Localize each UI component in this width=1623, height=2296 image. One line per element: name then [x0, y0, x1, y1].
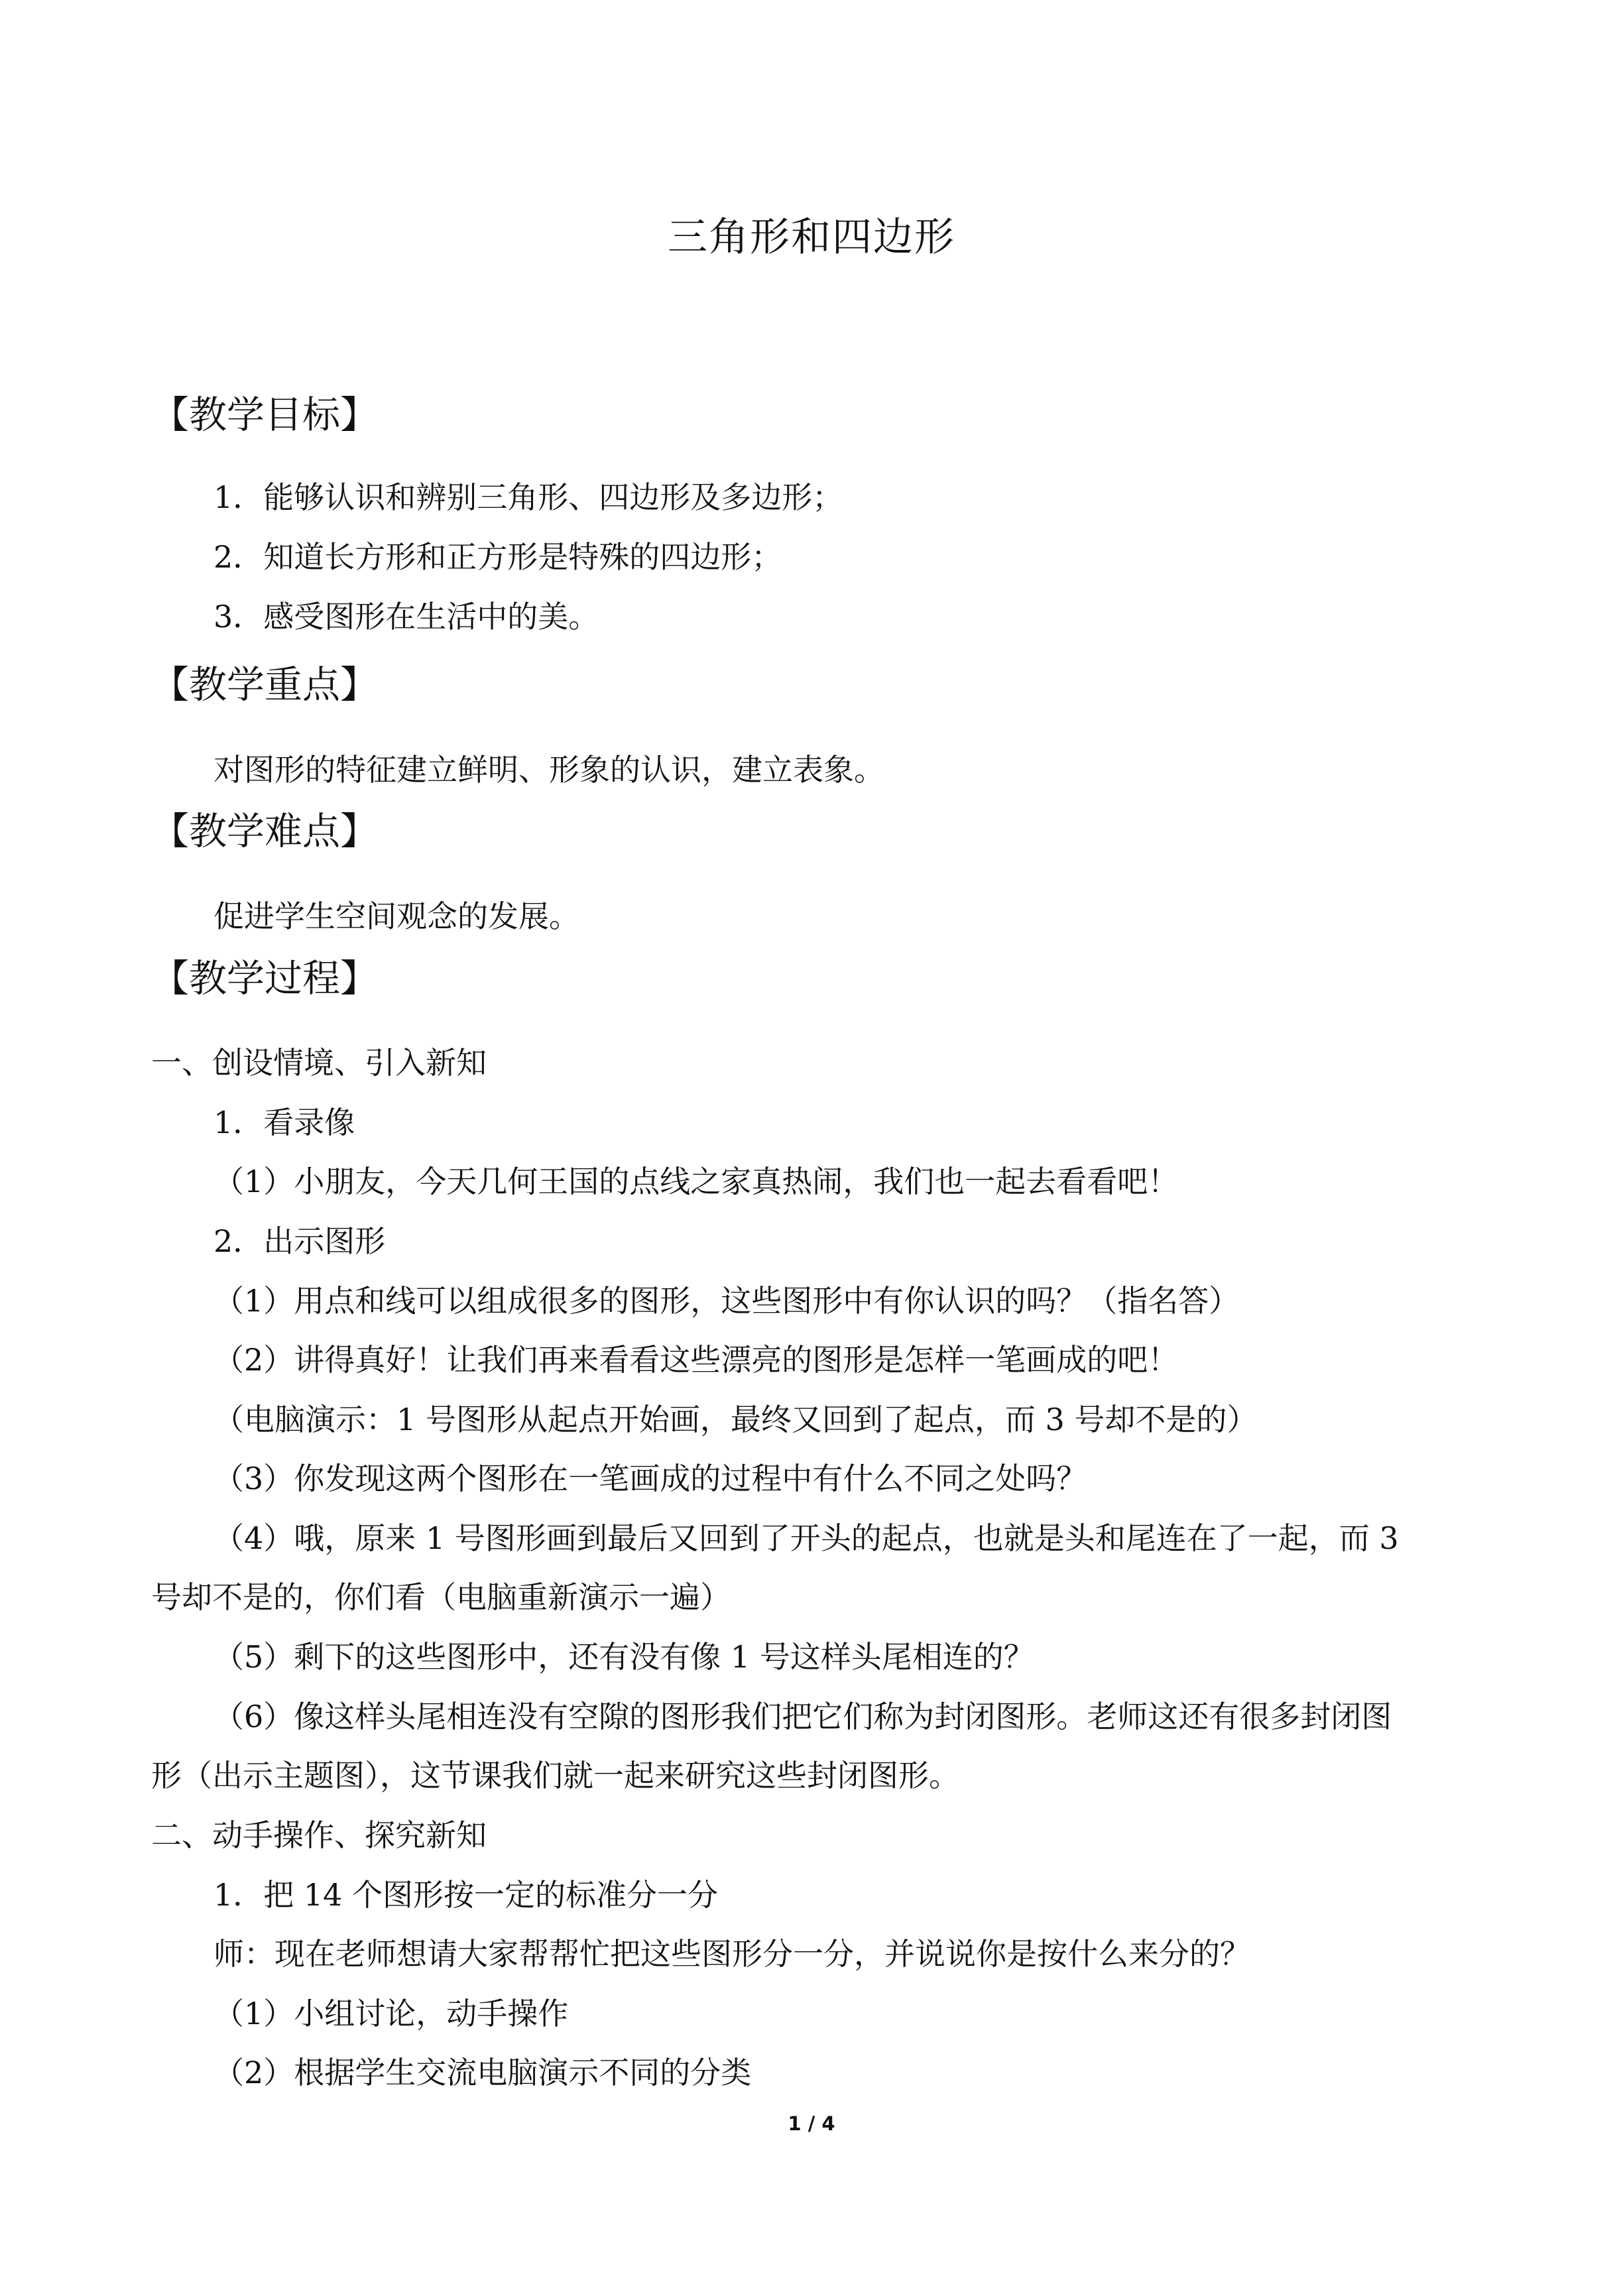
part2-1: （1）小组讨论，动手操作 [213, 1996, 569, 2031]
step-2-6-line2: 形（出示主题图），这节课我们就一起来研究这些封闭图形。 [151, 1758, 959, 1793]
step-2-5: （5）剩下的这些图形中，还有没有像 1 号这样头尾相连的？ [213, 1639, 1034, 1675]
step-2-4-line2: 号却不是的，你们看（电脑重新演示一遍） [151, 1579, 731, 1615]
step-2-1: （1）用点和线可以组成很多的图形，这些图形中有你认识的吗？（指名答） [213, 1283, 1240, 1319]
objective-item-2: 2．知道长方形和正方形是特殊的四边形； [213, 539, 782, 575]
objective-item-1: 1．能够认识和辨别三角形、四边形及多边形； [213, 479, 843, 515]
step-2-3: （3）你发现这两个图形在一笔画成的过程中有什么不同之处吗？ [213, 1461, 1087, 1496]
part2-title: 二、动手操作、探究新知 [151, 1817, 487, 1853]
key-points-text: 对图形的特征建立鲜明、形象的认识，建立表象。 [213, 752, 884, 788]
step-2: 2．出示图形 [213, 1223, 386, 1259]
step-2-4-line1: （4）哦，原来 1 号图形画到最后又回到了开头的起点，也就是头和尾连在了一起，而 3 [213, 1520, 1399, 1556]
step-1: 1．看录像 [213, 1105, 355, 1140]
heading-objectives: 【教学目标】 [151, 393, 378, 437]
step-2-2: （2）讲得真好！让我们再来看看这些漂亮的图形是怎样一笔画成的吧！ [213, 1342, 1179, 1378]
part2-step-1: 1．把 14 个图形按一定的标准分一分 [213, 1877, 719, 1913]
document-title: 三角形和四边形 [668, 214, 955, 261]
step-2-6-line1: （6）像这样头尾相连没有空隙的图形我们把它们称为封闭图形。老师这还有很多封闭图 [213, 1699, 1392, 1734]
part2-2: （2）根据学生交流电脑演示不同的分类 [213, 2055, 752, 2090]
difficulties-text: 促进学生空间观念的发展。 [213, 898, 579, 934]
heading-process: 【教学过程】 [151, 957, 378, 1000]
part1-title: 一、创设情境、引入新知 [151, 1045, 487, 1081]
page-number: 1 / 4 [788, 2112, 835, 2135]
step-1-1: （1）小朋友，今天几何王国的点线之家真热闹，我们也一起去看看吧！ [213, 1164, 1179, 1199]
step-2-demo: （电脑演示：1 号图形从起点开始画，最终又回到了起点，而 3 号却不是的） [213, 1402, 1258, 1437]
heading-key-points: 【教学重点】 [151, 663, 378, 707]
heading-difficulties: 【教学难点】 [151, 810, 378, 853]
part2-teacher: 师：现在老师想请大家帮帮忙把这些图形分一分，并说说你是按什么来分的？ [213, 1936, 1250, 1972]
objective-item-3: 3．感受图形在生活中的美。 [213, 599, 599, 634]
